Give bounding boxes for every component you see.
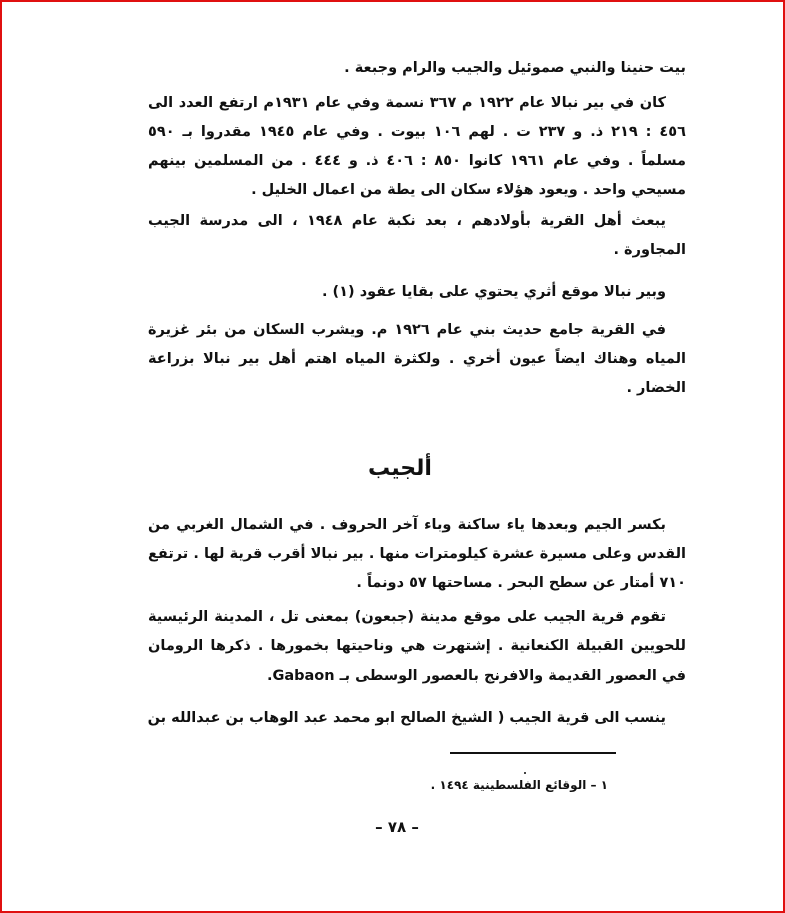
text-line: بكسر الجيم وبعدها ياء ساكنة وباء آخر الحروف . في الشمال الغربي من (148, 517, 666, 533)
text-line: ٤٥٦ : ٢١٩ ذ. و ٢٣٧ ت . لهم ١٠٦ بيوت . وفي عام ١٩٤٥ مقدروا بـ ٥٩٠ (148, 124, 686, 140)
footnote: ١ – الوقائع الفلسطينية ١٤٩٤ . (430, 778, 608, 792)
text-line: ينسب الى قرية الجيب ( الشيخ الصالح ابو محمد عبد الوهاب بن عبدالله بن (147, 710, 666, 726)
page-number: – ٧٨ – (375, 818, 419, 836)
text-line: يبعث أهل القرية بأولادهم ، بعد نكبة عام ١٩٤٨ ، الى مدرسة الجيب (148, 213, 666, 229)
text-line: كان في بير نبالا عام ١٩٢٢ م ٣٦٧ نسمة وفي عام ١٩٣١م ارتفع العدد الى (148, 95, 666, 111)
text-line: القدس وعلى مسيرة عشرة كيلومترات منها . بير نبالا أقرب قرية لها . ترتفع (148, 546, 686, 562)
text-line: المجاورة . (613, 242, 686, 258)
footnote-divider (450, 752, 616, 754)
scan-speck (524, 772, 526, 774)
text-line: وبير نبالا موقع أثري يحتوي على بقايا عقود (١) . (321, 284, 666, 300)
text-line: في العصور القديمة والافرنج بالعصور الوسطى بـ Gabaon. (266, 668, 686, 684)
text-line: مسيحي واحد . ويعود هؤلاء سكان الى يطة من اعمال الخليل . (251, 182, 686, 198)
text-line: المياه وهناك ايضاً عيون أخري . ولكثرة المياه اهتم أهل بير نبالا بزراعة (148, 351, 686, 367)
text-line: في القرية جامع حديث بني عام ١٩٢٦ م. ويشرب السكان من بئر غزيرة (148, 322, 666, 338)
text-line: الخضار . (626, 380, 686, 396)
section-heading: ألجيب (368, 456, 432, 481)
text-line: بيت حنينا والنبي صموئيل والجيب والرام وجبعة . (344, 60, 686, 76)
text-line: ٧١٠ أمتار عن سطح البحر . مساحتها ٥٧ دونماً . (356, 575, 686, 591)
text-line: للحويين القبيلة الكنعانية . إشتهرت هي وناحيتها بخمورها . ذكرها الرومان (148, 638, 686, 654)
text-line: تقوم قرية الجيب على موقع مدينة (جبعون) بمعنى تل ، المدينة الرئيسية (148, 609, 666, 625)
text-line: مسلماً . وفي عام ١٩٦١ كانوا ٨٥٠ : ٤٠٦ ذ. و ٤٤٤ . من المسلمين بينهم (148, 153, 687, 169)
